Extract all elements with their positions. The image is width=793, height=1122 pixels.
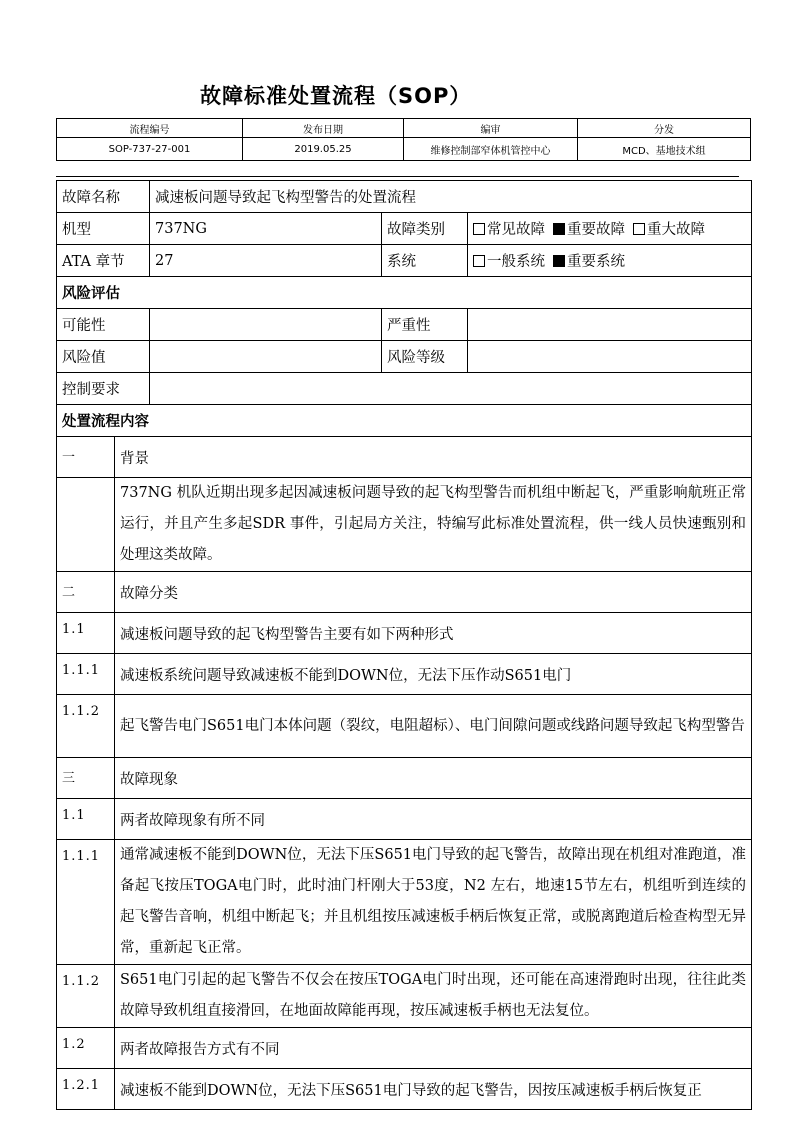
risk-level-label: 风险等级 — [382, 341, 468, 373]
ata-row — [57, 245, 752, 277]
category-option[interactable]: 常见故障 — [473, 222, 545, 238]
section-number: 1.1.1 — [57, 654, 115, 695]
table-row — [57, 799, 752, 840]
sop-table — [56, 180, 752, 1110]
system-option[interactable]: 重要系统 — [553, 254, 625, 270]
checkbox-checked-icon[interactable] — [553, 255, 565, 267]
risk-value-row — [57, 341, 752, 373]
meta-header-row — [57, 119, 751, 138]
section-text: 故障分类 — [115, 572, 752, 613]
table-row — [57, 613, 752, 654]
possibility-row — [57, 309, 752, 341]
meta-header-cell: 编审 — [404, 119, 578, 138]
table-row — [57, 758, 752, 799]
table-row — [57, 572, 752, 613]
checkbox-unchecked-icon[interactable] — [633, 223, 645, 235]
page-title: 故障标准处置流程（SOP） — [200, 84, 472, 108]
section-text: 起飞警告电门S651电门本体问题（裂纹，电阻超标）、电门间隙问题或线路问题导致起飞构型警告 — [115, 695, 752, 758]
process-number: SOP-737-27-001 — [57, 138, 243, 161]
section-text: 两者故障报告方式有不同 — [115, 1028, 752, 1069]
table-row — [57, 695, 752, 758]
section-number: 1.2 — [57, 1028, 115, 1069]
category-option[interactable]: 重大故障 — [633, 222, 705, 238]
section-number: 1.1.2 — [57, 965, 115, 1028]
system-option[interactable]: 一般系统 — [473, 254, 545, 270]
control-value[interactable] — [150, 373, 752, 405]
section-number: 三 — [57, 758, 115, 799]
process-heading: 处置流程内容 — [57, 405, 752, 437]
section-text: 737NG 机队近期出现多起因减速板问题导致的起飞构型警告而机组中断起飞，严重影响航班正常运行，并且产生多起SDR 事件，引起局方关注，特编写此标准处置流程，供一线人员快速甄别和处理这类故障。 — [115, 478, 752, 572]
system-options — [468, 245, 752, 277]
fault-name-row — [57, 181, 752, 213]
ata-value: 27 — [150, 245, 382, 277]
control-row — [57, 373, 752, 405]
model-value: 737NG — [150, 213, 382, 245]
section-number: 一 — [57, 437, 115, 478]
editor: 维修控制部窄体机管控中心 — [404, 138, 578, 161]
table-row — [57, 840, 752, 965]
table-row — [57, 965, 752, 1028]
meta-header-cell: 流程编号 — [57, 119, 243, 138]
section-number: 1.1 — [57, 613, 115, 654]
checkbox-unchecked-icon[interactable] — [473, 223, 485, 235]
fault-name-value: 减速板问题导致起飞构型警告的处置流程 — [150, 181, 752, 213]
section-number: 1.1 — [57, 799, 115, 840]
table-row — [57, 1069, 752, 1110]
section-text: 背景 — [115, 437, 752, 478]
system-label: 系统 — [382, 245, 468, 277]
risk-heading: 风险评估 — [57, 277, 752, 309]
section-number: 1.2.1 — [57, 1069, 115, 1110]
model-row — [57, 213, 752, 245]
fault-category-options — [468, 213, 752, 245]
section-text: 减速板系统问题导致减速板不能到DOWN位，无法下压作动S651电门 — [115, 654, 752, 695]
process-heading-row — [57, 405, 752, 437]
table-row — [57, 1028, 752, 1069]
section-text: 减速板问题导致的起飞构型警告主要有如下两种形式 — [115, 613, 752, 654]
checkbox-checked-icon[interactable] — [553, 223, 565, 235]
risk-value-value[interactable] — [150, 341, 382, 373]
meta-value-row — [57, 138, 751, 161]
section-text: 故障现象 — [115, 758, 752, 799]
table-row — [57, 437, 752, 478]
category-option[interactable]: 重要故障 — [553, 222, 625, 238]
section-number: 二 — [57, 572, 115, 613]
severity-label: 严重性 — [382, 309, 468, 341]
meta-header-cell: 发布日期 — [243, 119, 404, 138]
risk-heading-row — [57, 277, 752, 309]
publish-date: 2019.05.25 — [243, 138, 404, 161]
risk-level-value[interactable] — [468, 341, 752, 373]
table-row — [57, 654, 752, 695]
section-number: 1.1.2 — [57, 695, 115, 758]
meta-header-cell: 分发 — [578, 119, 751, 138]
table-row — [57, 478, 752, 572]
fault-category-label: 故障类别 — [382, 213, 468, 245]
ata-label: ATA 章节 — [57, 245, 150, 277]
divider — [56, 176, 739, 177]
checkbox-unchecked-icon[interactable] — [473, 255, 485, 267]
section-text: 减速板不能到DOWN位，无法下压S651电门导致的起飞警告，因按压减速板手柄后恢复正 — [115, 1069, 752, 1110]
possibility-label: 可能性 — [57, 309, 150, 341]
possibility-value[interactable] — [150, 309, 382, 341]
control-label: 控制要求 — [57, 373, 150, 405]
section-text: 通常减速板不能到DOWN位，无法下压S651电门导致的起飞警告，故障出现在机组对准跑道，准备起飞按压TOGA电门时，此时油门杆刚大于53度，N2 左右，地速15节左右，机组听到连续的起飞警告音响，机组中断起飞；并且机组按压减速板手柄后恢复正常，或脱离跑道后检查构型无异常，重新起飞正常。 — [115, 840, 752, 965]
section-number: 1.1.1 — [57, 840, 115, 965]
risk-value-label: 风险值 — [57, 341, 150, 373]
severity-value[interactable] — [468, 309, 752, 341]
section-text: 两者故障现象有所不同 — [115, 799, 752, 840]
section-number — [57, 478, 115, 572]
model-label: 机型 — [57, 213, 150, 245]
fault-name-label: 故障名称 — [57, 181, 150, 213]
section-text: S651电门引起的起飞警告不仅会在按压TOGA电门时出现，还可能在高速滑跑时出现，往往此类故障导致机组直接滑回，在地面故障能再现，按压减速板手柄也无法复位。 — [115, 965, 752, 1028]
distribution: MCD、基地技术组 — [578, 138, 751, 161]
meta-table — [56, 118, 751, 161]
